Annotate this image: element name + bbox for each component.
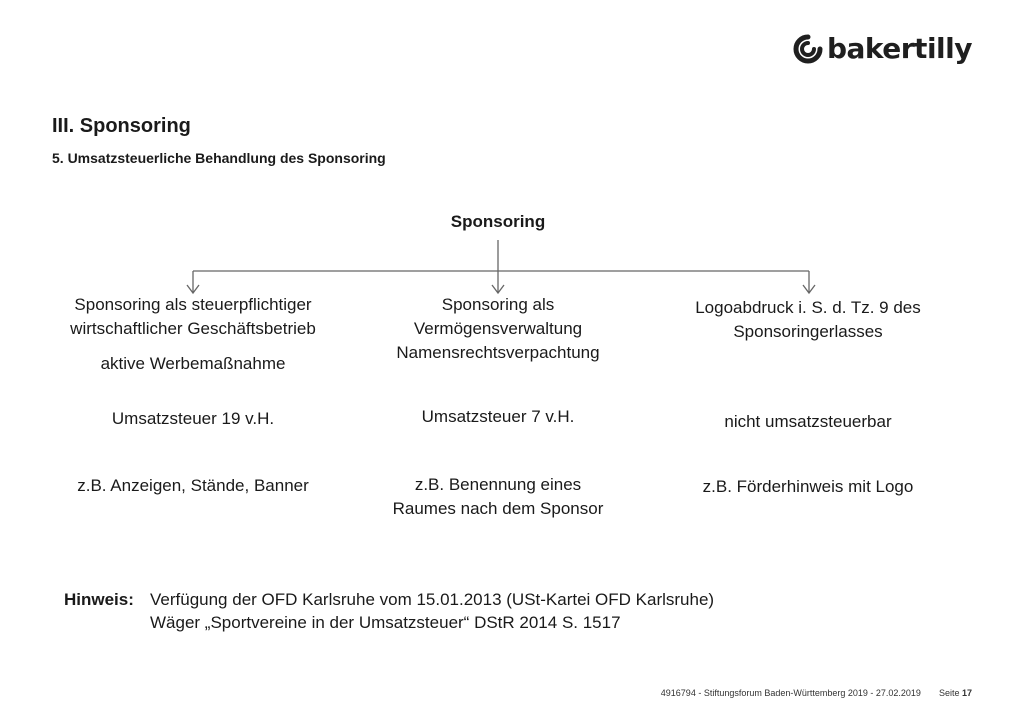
branch-1-heading-line: Sponsoring als steuerpflichtiger xyxy=(74,295,312,314)
note-label: Hinweis: xyxy=(64,590,134,609)
branch-2-example xyxy=(348,473,648,521)
diagram-root-label: Sponsoring xyxy=(450,212,546,231)
brand-name: bakertilly xyxy=(826,32,972,65)
page-label: Seite xyxy=(938,688,960,698)
branch-3-example xyxy=(658,475,958,499)
branch-2-tax: Umsatzsteuer 7 v.H. xyxy=(421,407,575,426)
branch-3-heading-line: Sponsoringerlasses xyxy=(733,322,883,341)
branch-2-example-line: z.B. Benennung eines xyxy=(414,475,582,494)
page-subtitle: 5. Umsatzsteuerliche Behandlung des Sponsoring xyxy=(52,150,386,166)
page-title: III. Sponsoring xyxy=(52,115,191,137)
branch-2-heading-line: Vermögensverwaltung xyxy=(413,319,583,338)
branch-3-example-line: z.B. Förderhinweis mit Logo xyxy=(702,477,914,496)
page-number: 17 xyxy=(961,688,972,698)
branch-2-example-line: Raumes nach dem Sponsor xyxy=(392,499,604,518)
branch-1-example-line: z.B. Anzeigen, Stände, Banner xyxy=(77,476,309,495)
note-line: Wäger „Sportvereine in der Umsatzsteuer“ DStR 2014 S. 1517 xyxy=(150,613,621,632)
branch-1-detail: aktive Werbemaßnahme xyxy=(100,354,286,373)
footer-text: 4916794 - Stiftungsforum Baden-Württemberg 2019 - 27.02.2019 xyxy=(660,688,921,698)
branch-3-heading xyxy=(658,296,958,344)
branch-2-heading-line: Sponsoring als xyxy=(441,295,555,314)
branch-2-detail: Namensrechtsverpachtung xyxy=(396,343,600,362)
branch-3-tax: nicht umsatzsteuerbar xyxy=(724,412,892,431)
branch-1-heading-line: wirtschaftlicher Geschäftsbetrieb xyxy=(70,319,316,338)
branch-1-tax: Umsatzsteuer 19 v.H. xyxy=(111,409,275,428)
branch-1-heading xyxy=(38,293,348,341)
branch-2-heading xyxy=(348,293,648,341)
note-line: Verfügung der OFD Karlsruhe vom 15.01.2013 (USt-Kartei OFD Karlsruhe) xyxy=(150,590,715,609)
footer xyxy=(661,688,972,698)
branch-1-example xyxy=(38,474,348,498)
branch-3-heading-line: Logoabdruck i. S. d. Tz. 9 des xyxy=(695,298,921,317)
